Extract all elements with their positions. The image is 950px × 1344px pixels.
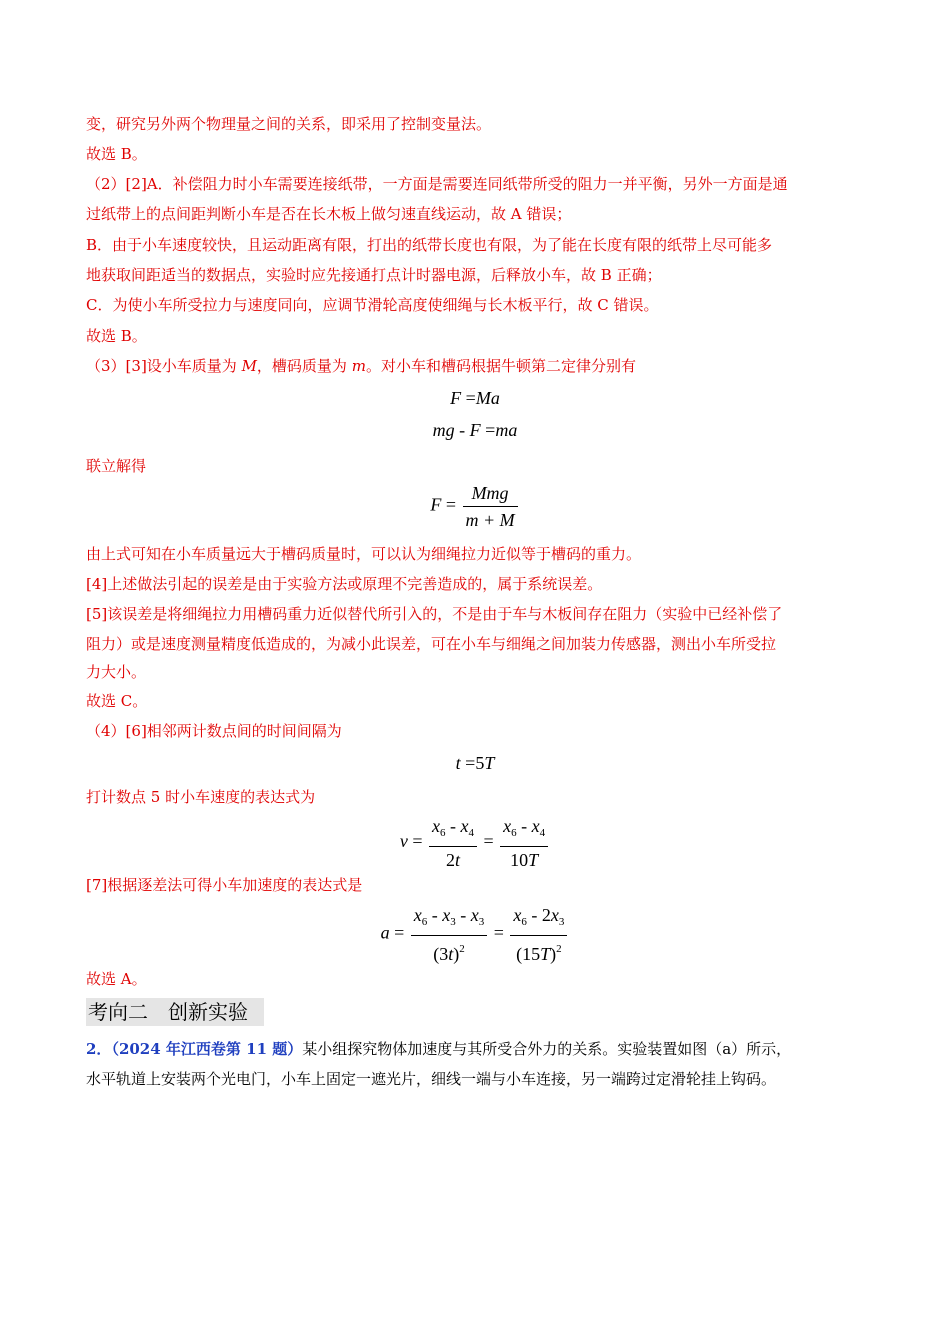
math-operator: = (479, 831, 494, 852)
text-line: B．由于小车速度较快，且运动距离有限，打出的纸带长度也有限，为了能在长度有限的纸带上尽可能多 (86, 236, 773, 254)
text-line: 过纸带上的点间距判断小车是否在长木板上做匀速直线运动，故 A 错误； (86, 205, 572, 223)
math-symbol: x (442, 905, 451, 925)
math-symbol: x (513, 905, 522, 925)
question-line (86, 1038, 791, 1060)
variable-M: M (241, 357, 257, 375)
subscript: 3 (450, 916, 456, 928)
question-number: 2． (86, 1040, 112, 1058)
math-symbol: F (430, 494, 442, 515)
math-symbol: F (450, 388, 462, 408)
subscript: 6 (421, 916, 428, 928)
math-number: (3 (433, 944, 449, 964)
equation-t-5t (0, 751, 950, 775)
math-symbol: x (432, 816, 440, 836)
math-operator: - (454, 420, 470, 440)
question-source: （2024 年江西卷第 11 题） (111, 1040, 303, 1058)
superscript: 2 (556, 943, 562, 955)
math-number: 10 (510, 850, 529, 870)
text-segment: （3）[3]设小车质量为 (86, 357, 242, 375)
fraction (500, 815, 548, 871)
subscript: 6 (440, 827, 446, 839)
fraction-denominator: m + M (465, 510, 515, 530)
text-line: （4）[6]相邻两计数点间的时间间隔为 (86, 722, 342, 740)
math-symbol: t (455, 753, 461, 773)
text-line: 变，研究另外两个物理量之间的关系，即采用了控制变量法。 (86, 115, 492, 133)
fraction-denominator (411, 936, 488, 965)
math-operator: = (461, 388, 476, 408)
math-operator: - (445, 816, 461, 836)
math-operator: - (455, 905, 471, 925)
math-symbol: t (454, 850, 460, 870)
text-segment: ，槽码质量为 (256, 357, 352, 375)
math-symbol: x (413, 905, 422, 925)
text-line: 故选 A。 (86, 970, 147, 988)
math-symbol: t (448, 944, 454, 964)
math-operator: ) (550, 944, 557, 964)
fraction-numerator (411, 904, 488, 936)
math-symbol: x (503, 816, 512, 836)
text-line: [5]该误差是将细绳拉力用槽码重力近似替代所引入的，不是由于车与木板间存在阻力（实验中已经补偿了 (86, 605, 783, 623)
subscript: 6 (511, 827, 517, 839)
fraction (411, 904, 488, 965)
superscript: 2 (459, 943, 465, 955)
text-line: 由上式可知在小车质量远大于槽码质量时，可以认为细绳拉力近似等于槽码的重力。 (86, 545, 642, 563)
subscript: 6 (521, 916, 527, 928)
math-symbol: x (531, 816, 540, 836)
section-heading: 考向二 创新实验 (88, 1000, 248, 1024)
equation-acceleration (0, 904, 950, 965)
math-symbol: T (540, 944, 551, 964)
text-line: 故选 B。 (86, 145, 147, 163)
math-symbol: mg (432, 420, 455, 440)
math-symbol: ma (495, 420, 518, 440)
math-operator: = (441, 494, 456, 515)
math-operator: ) (453, 944, 460, 964)
text-line: [4]上述做法引起的误差是由于实验方法或原理不完善造成的，属于系统误差。 (86, 575, 603, 593)
fraction (463, 482, 518, 531)
text-line: [7]根据逐差法可得小车加速度的表达式是 (86, 876, 363, 894)
equation-mg-minus-f (0, 418, 950, 442)
math-symbol: T (528, 850, 539, 870)
math-symbol: x (470, 905, 479, 925)
text-line: 联立解得 (86, 457, 147, 475)
math-operator: = (489, 922, 504, 943)
equation-velocity (0, 815, 950, 871)
text-line: 打计数点 5 时小车速度的表达式为 (86, 788, 316, 806)
fraction-numerator (429, 815, 477, 847)
math-number: (15 (516, 944, 541, 964)
subscript: 4 (468, 827, 474, 839)
math-operator: - (516, 816, 532, 836)
text-line: 阻力）或是速度测量精度低造成的，为减小此误差，可在小车与细绳之间加装力传感器，测出小车所受拉 (86, 635, 777, 653)
subscript: 4 (539, 827, 546, 839)
text-line: C．为使小车所受拉力与速度同向，应调节滑轮高度使细绳与长木板平行，故 C 错误。 (86, 296, 659, 314)
text-line (86, 355, 636, 377)
math-operator: = (407, 831, 423, 852)
math-operator: = (460, 753, 476, 773)
math-symbol: v (399, 831, 408, 852)
question-line: 水平轨道上安装两个光电门，小车上固定一遮光片，细线一端与小车连接，另一端跨过定滑轮挂上钩码。 (86, 1070, 777, 1088)
fraction-numerator (510, 904, 567, 936)
math-symbol: x (550, 905, 559, 925)
subscript: 3 (558, 916, 565, 928)
text-line: （2）[2]A．补偿阻力时小车需要连接纸带，一方面是需要连同纸带所受的阻力一并平衡，另外一方面是通 (86, 175, 788, 193)
math-operator: - (427, 905, 443, 925)
fraction (429, 815, 477, 871)
math-symbol: a (380, 922, 390, 943)
math-symbol: x (460, 816, 469, 836)
math-number: 2 (445, 850, 455, 870)
equation-f-ma (0, 386, 950, 410)
math-symbol: Ma (475, 388, 500, 408)
math-number: 5 (475, 753, 485, 773)
fraction-denominator (500, 847, 548, 871)
math-operator: = (389, 922, 405, 943)
subscript: 3 (478, 916, 485, 928)
text-line: 力大小。 (86, 663, 147, 681)
fraction-denominator (510, 936, 567, 965)
fraction-numerator: Mmg (463, 482, 518, 507)
equation-f-fraction (0, 482, 950, 531)
variable-m: m (351, 357, 366, 375)
fraction-denominator (429, 847, 477, 871)
text-line: 故选 B。 (86, 327, 147, 345)
math-symbol: T (484, 753, 495, 773)
fraction (510, 904, 567, 965)
math-operator: - 2 (526, 905, 551, 925)
text-line: 地获取间距适当的数据点，实验时应先接通打点计时器电源，后释放小车，故 B 正确； (86, 266, 662, 284)
fraction-numerator (500, 815, 548, 847)
question-text: 某小组探究物体加速度与其所受合外力的关系。实验装置如图（a）所示， (302, 1040, 792, 1058)
text-segment: 。对小车和槽码根据牛顿第二定律分别有 (365, 357, 636, 375)
math-symbol: F (469, 420, 481, 440)
math-operator: = (480, 420, 496, 440)
text-line: 故选 C。 (86, 692, 148, 710)
